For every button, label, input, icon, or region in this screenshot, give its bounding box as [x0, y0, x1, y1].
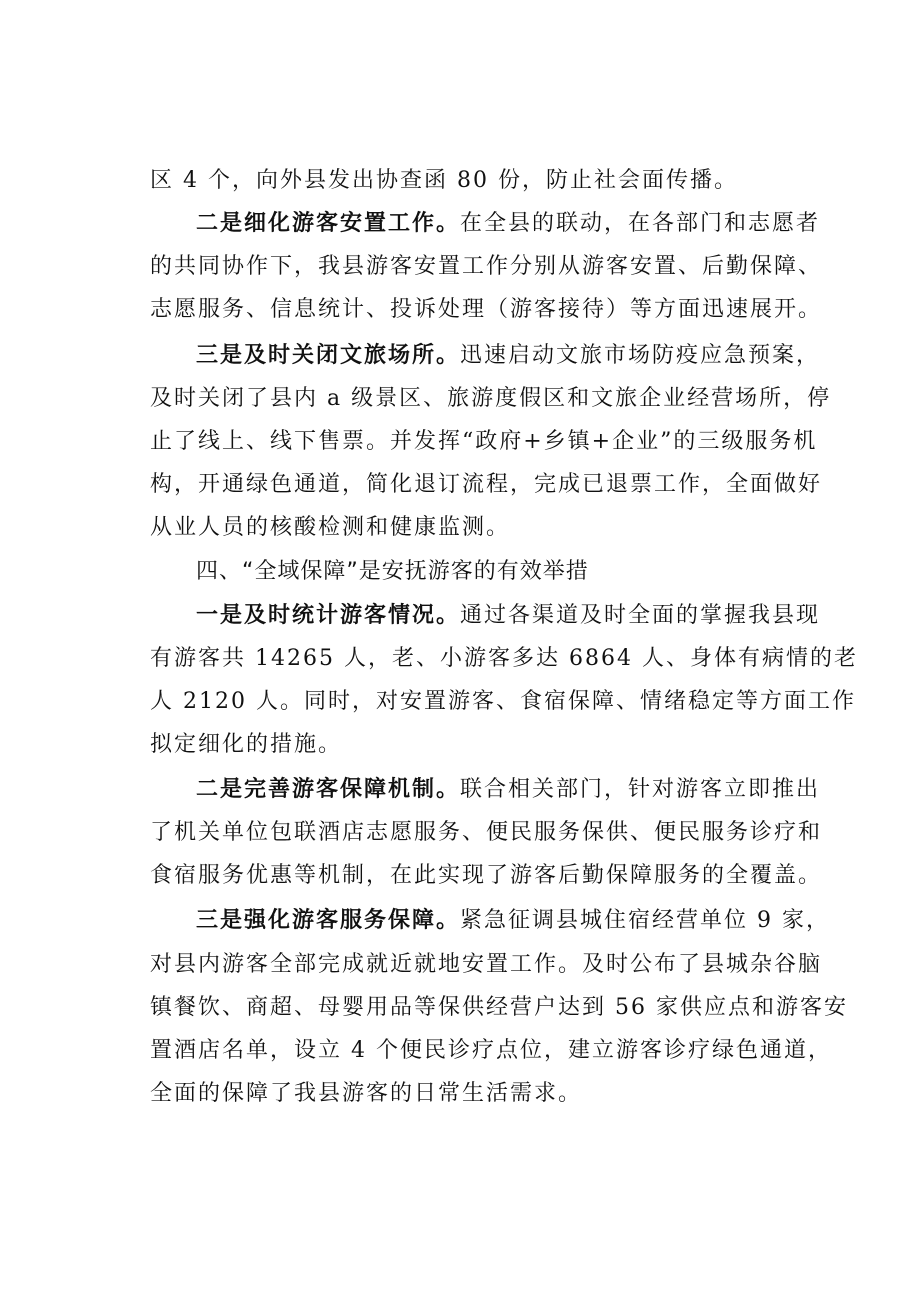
paragraph-line: 的共同协作下，我县游客安置工作分别从游客安置、后勤保障、: [150, 254, 823, 279]
paragraph-line: 了机关单位包联酒店志愿服务、便民服务保供、便民服务诊疗和: [150, 820, 823, 845]
paragraph-line: 有游客共 14265 人，老、小游客多达 6864 人、身体有病情的老: [150, 646, 858, 671]
paragraph-line: 区 4 个，向外县发出协查函 80 份，防止社会面传播。: [150, 168, 738, 193]
paragraph-text: 在全县的联动，在各部门和志愿者: [460, 211, 821, 236]
paragraph-line: 置酒店名单，设立 4 个便民诊疗点位，建立游客诊疗绿色通道，: [150, 1038, 832, 1063]
paragraph-lead: 二是完善游客保障机制。: [196, 777, 461, 802]
paragraph-first-line: [196, 209, 821, 239]
paragraph-line: 从业人员的核酸检测和健康监测。: [150, 515, 511, 540]
paragraph-line: 止了线上、线下售票。并发挥“政府+乡镇+企业”的三级服务机: [150, 429, 818, 454]
paragraph-first-line: [196, 601, 821, 631]
paragraph-line: 拟定细化的措施。: [150, 732, 343, 757]
paragraph-line: 志愿服务、信息统计、投诉处理（游客接待）等方面迅速展开。: [150, 297, 823, 322]
paragraph-line: 对县内游客全部完成就近就地安置工作。及时公布了县城杂谷脑: [150, 952, 823, 977]
paragraph-text: 联合相关部门，针对游客立即推出: [460, 777, 821, 802]
paragraph-lead: 三是及时关闭文旅场所。: [196, 343, 461, 368]
paragraph-line: 全面的保障了我县游客的日常生活需求。: [150, 1081, 583, 1106]
paragraph-line: 食宿服务优惠等机制，在此实现了游客后勤保障服务的全覆盖。: [150, 863, 823, 888]
paragraph-line: 构，开通绿色通道，简化退订流程，完成已退票工作，全面做好: [150, 472, 823, 497]
paragraph-lead: 三是强化游客服务保障。: [196, 908, 461, 933]
paragraph-line: 人 2120 人。同时，对安置游客、食宿保障、情绪稳定等方面工作: [150, 689, 856, 714]
paragraph-line: 及时关闭了县内 a 级景区、旅游度假区和文旅企业经营场所，停: [150, 386, 832, 411]
paragraph-lead: 二是细化游客安置工作。: [196, 211, 461, 236]
paragraph-text: 紧急征调县城住宿经营单位 9 家，: [460, 908, 831, 933]
paragraph-first-line: [196, 906, 831, 936]
paragraph-text: 迅速启动文旅市场防疫应急预案，: [460, 343, 821, 368]
paragraph-text: 通过各渠道及时全面的掌握我县现: [460, 603, 821, 628]
paragraph-first-line: [196, 775, 821, 805]
section-heading: 四、“全域保障”是安抚游客的有效举措: [196, 559, 589, 584]
paragraph-line: 镇餐饮、商超、母婴用品等保供经营户达到 56 家供应点和游客安: [150, 995, 848, 1020]
paragraph-first-line: [196, 341, 821, 371]
paragraph-lead: 一是及时统计游客情况。: [196, 603, 461, 628]
